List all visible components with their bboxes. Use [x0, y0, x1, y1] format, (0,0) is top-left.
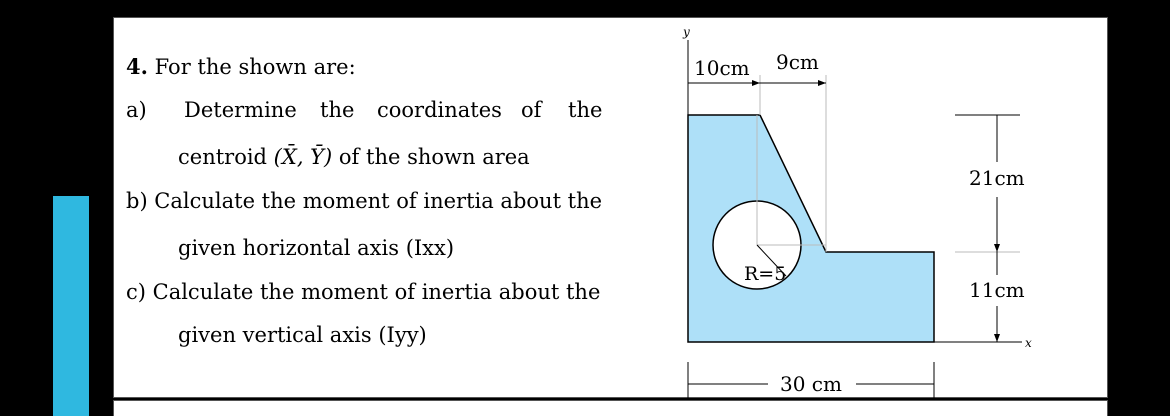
part-b-line2: given horizontal axis (Ixx) [178, 236, 455, 260]
dim-top-arrow [752, 80, 760, 86]
dim-right-upper-label: 21cm [969, 166, 1025, 190]
part-a-word: Determine [184, 98, 297, 122]
part-a-line2-prefix: centroid [178, 145, 274, 169]
dim-top-arrow [818, 80, 826, 86]
part-a-word: the [568, 98, 603, 122]
centroid-math: (X̄, Ȳ) [273, 145, 333, 169]
part-c-line1: c) Calculate the moment of inertia about the [126, 280, 601, 304]
dim-top-right-label: 9cm [776, 50, 819, 74]
dim-bottom-label: 30 cm [780, 372, 842, 396]
y-axis-label: y [683, 25, 690, 39]
dim-right-arrow [994, 334, 1000, 342]
dim-right-arrow [994, 244, 1000, 252]
part-a-word: of [521, 98, 542, 122]
part-c-line2: given vertical axis (Iyy) [178, 323, 427, 347]
question-intro: For the shown are: [154, 55, 356, 79]
dim-right-lower-label: 11cm [969, 278, 1025, 302]
part-a-word: coordinates [377, 98, 502, 122]
dim-top-left-label: 10cm [694, 56, 750, 80]
part-b-line1: b) Calculate the moment of inertia about the [126, 189, 603, 213]
x-axis-label: x [1025, 336, 1032, 350]
question-number: 4. [126, 54, 148, 79]
part-a-word: the [320, 98, 355, 122]
radius-label: R=5 [744, 263, 787, 285]
part-a-marker: a) [126, 98, 147, 122]
part-a-line2-suffix: of the shown area [332, 145, 530, 169]
